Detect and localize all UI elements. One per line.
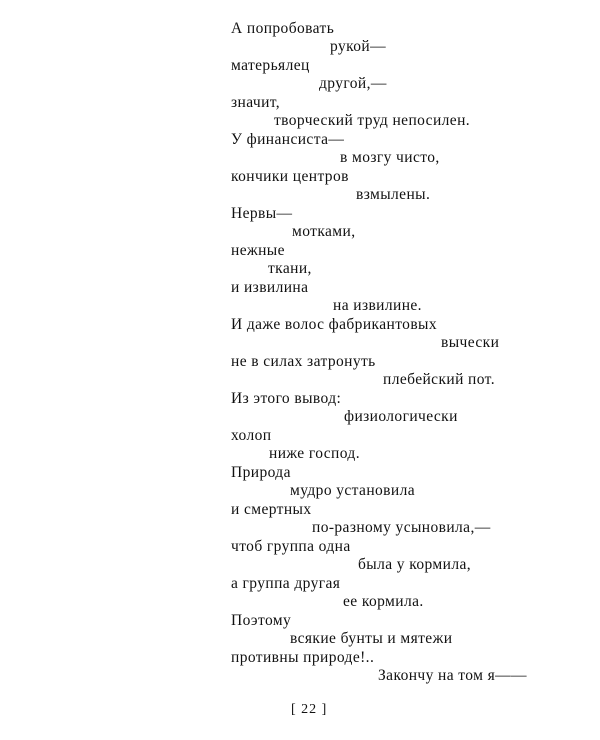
poem-line: чтоб группа одна [231, 538, 351, 555]
poem-line: не в силах затронуть [231, 353, 376, 370]
poem-line: Поэтому [231, 612, 292, 629]
poem-line: вычески [441, 334, 500, 351]
poem-line: по-разному усыновила,— [312, 519, 491, 536]
poem-line: Природа [231, 464, 291, 481]
poem-line: А попробовать [231, 20, 335, 37]
poem-line: И даже волос фабрикантовых [231, 316, 438, 333]
poem-line: творческий труд непосилен. [274, 112, 471, 129]
poem-line: Нервы— [231, 205, 293, 222]
poem-line: рукой— [330, 38, 386, 55]
poem-line: холоп [231, 427, 272, 444]
poem-line: ее кормила. [343, 593, 424, 610]
poem-line: другой,— [319, 75, 387, 92]
poem-line: кончики центров [231, 168, 349, 185]
poem-line: противны природе!.. [231, 649, 375, 666]
poem-line: мотками, [292, 223, 356, 240]
poem-line: и смертных [231, 501, 312, 518]
page-number: [ 22 ] [291, 702, 328, 717]
poem-line: а группа другая [231, 575, 341, 592]
poem-line: и извилина [231, 279, 309, 296]
poem-line: матерьялец [231, 57, 310, 74]
poem-line: ткани, [268, 260, 312, 277]
poem-line: на извилине. [333, 297, 422, 314]
poem-line: Из этого вывод: [231, 390, 342, 407]
poem-line: плебейский пот. [383, 371, 495, 388]
poem-line: ниже господ. [269, 445, 360, 462]
poem-line: У финансиста— [231, 131, 345, 148]
poem-line: нежные [231, 242, 285, 259]
poem-line: в мозгу чисто, [340, 149, 440, 166]
poem-line: мудро установила [290, 482, 415, 499]
poem-line: взмылены. [356, 186, 431, 203]
poem-line: физиологически [344, 408, 458, 425]
poem-line: была у кормила, [358, 556, 472, 573]
poem-line: всякие бунты и мятежи [290, 630, 453, 647]
poem-line: значит, [231, 94, 281, 111]
poem-line: Закончу на том я—— [378, 667, 527, 684]
